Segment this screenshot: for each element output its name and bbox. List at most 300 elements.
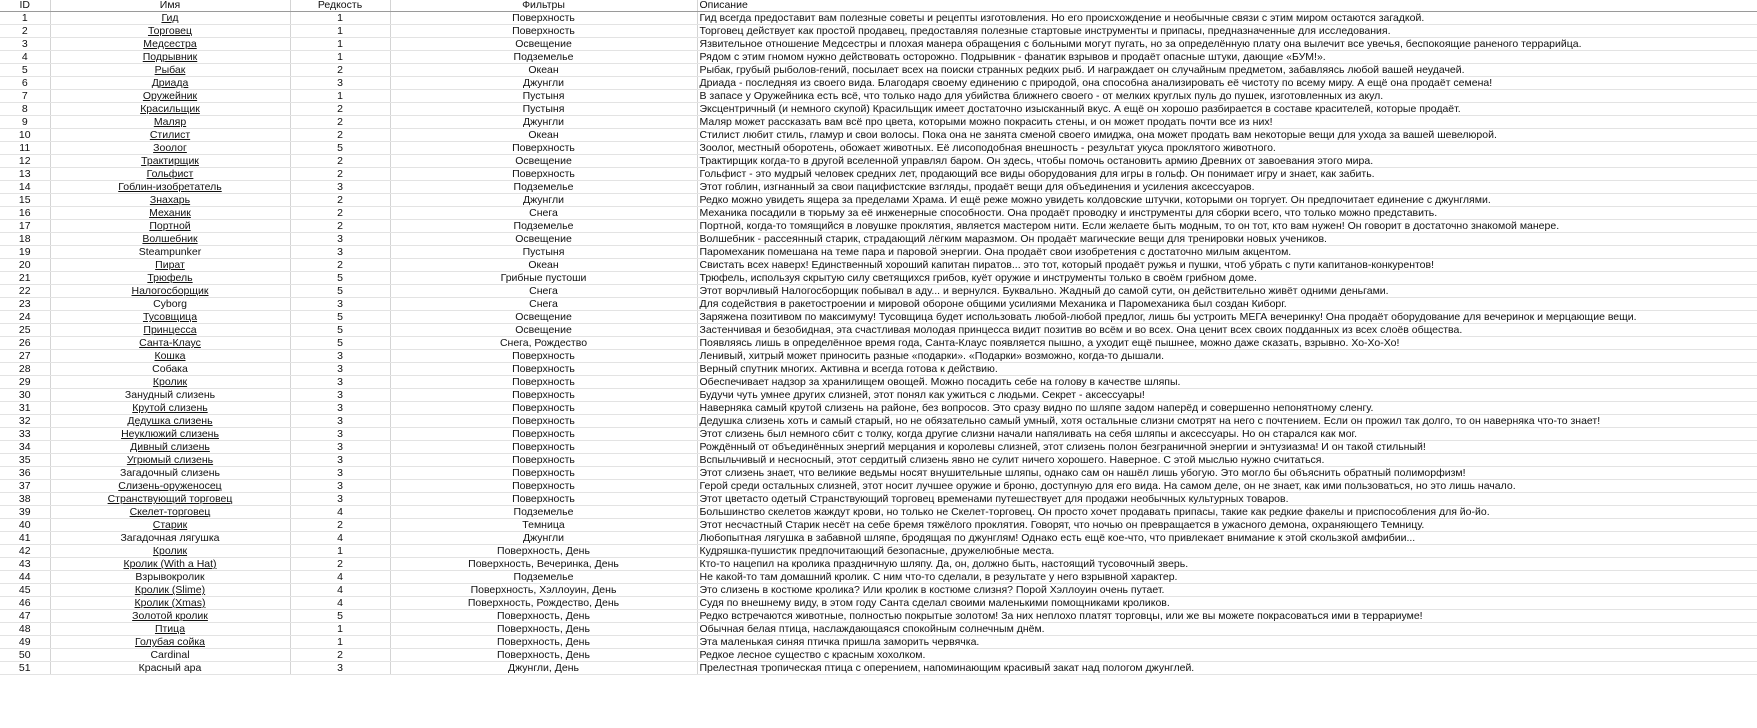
table-row [0,311,1757,324]
name-link[interactable]: Дриада [151,77,189,89]
cell-name [50,337,290,350]
table-row [0,194,1757,207]
table-row [0,220,1757,233]
cell-rarity: 3 [290,389,390,402]
name-link[interactable]: Кролик (Slime) [134,584,206,596]
cell-id: 48 [0,623,50,636]
cell-rarity: 5 [290,272,390,285]
cell-rarity: 3 [290,441,390,454]
table-row [0,142,1757,155]
cell-name [50,259,290,272]
cell-description: Эксцентричный (и немного скупой) Красильщик имеет достаточно изысканный вкус. А ещё он хорошо разбирается в составе красителей, которые продаёт. [697,103,1757,116]
cell-description: Трюфель, используя скрытую силу светящихся грибов, куёт оружие и инструменты только в своём грибном доме. [697,272,1757,285]
table-row [0,636,1757,649]
cell-id: 13 [0,168,50,181]
cell-description: Ленивый, хитрый может приносить разные «подарки». «Подарки» возможно, когда-то дышали. [697,350,1757,363]
cell-filters: Снега [390,207,697,220]
name-link[interactable]: Маляр [153,116,187,128]
cell-filters: Поверхность, Хэллоуин, День [390,584,697,597]
cell-rarity: 4 [290,597,390,610]
name-link[interactable]: Кролик (Xmas) [134,597,206,609]
cell-name [50,38,290,51]
table-row [0,38,1757,51]
cell-name [50,597,290,610]
cell-name [50,90,290,103]
cell-filters: Освещение [390,311,697,324]
cell-filters: Темница [390,519,697,532]
cell-id: 49 [0,636,50,649]
cell-description: Наверняка самый крутой слизень на районе, без вопросов. Это сразу видно по шляпе задом наперёд и совершенно непонятному сленгу. [697,402,1757,415]
cell-rarity: 2 [290,168,390,181]
cell-filters: Снега [390,285,697,298]
cell-description: Этот цветасто одетый Странствующий торговец временами путешествует для продажи необычных культурных товаров. [697,493,1757,506]
cell-description: Механика посадили в тюрьму за её инженерные способности. Она продаёт проводку и инструменты для сборки всего, что только можно представить. [697,207,1757,220]
cell-filters: Подземелье [390,181,697,194]
cell-name [50,51,290,64]
name-link[interactable]: Торговец [147,25,193,37]
cell-id: 15 [0,194,50,207]
name-link[interactable]: Зоолог [153,142,187,154]
table-row [0,649,1757,662]
cell-name [50,220,290,233]
name-link[interactable]: Дивный слизень [130,441,210,453]
cell-rarity: 3 [290,454,390,467]
cell-filters: Пустыня [390,103,697,116]
cell-name [50,77,290,90]
name-link[interactable]: Кошка [154,350,186,362]
cell-name [50,12,290,25]
cell-rarity: 2 [290,103,390,116]
cell-filters: Океан [390,129,697,142]
cell-filters: Поверхность [390,168,697,181]
table-row [0,623,1757,636]
cell-id: 24 [0,311,50,324]
cell-filters: Подземелье [390,220,697,233]
cell-description: Торговец действует как простой продавец, предоставляя полезные стартовые инструменты и припасы, предназначенные для исследования. [697,25,1757,38]
table-row [0,558,1757,571]
cell-filters: Джунгли [390,194,697,207]
cell-filters: Поверхность [390,376,697,389]
cell-description: Большинство скелетов жаждут крови, но только не Скелет-торговец. Он просто хочет продавать припасы, такие как редкие факелы и приспособления для йо-йо. [697,506,1757,519]
name-link[interactable]: Кролик [152,376,188,388]
cell-id: 32 [0,415,50,428]
cell-description: Паромеханик помешана на теме пара и паровой энергии. Она продаёт свои изобретения с достаточно милым акцентом. [697,246,1757,259]
table-row [0,272,1757,285]
cell-description: Портной, когда-то томящийся в ловушке проклятия, является мастером нити. Если желаете быть модным, то он тот, кто вам нужен! Он говорит в достаточно знакомой манере. [697,220,1757,233]
cell-name [50,402,290,415]
cell-filters: Освещение [390,324,697,337]
cell-filters: Поверхность [390,142,697,155]
cell-filters: Поверхность [390,363,697,376]
cell-description: Этот гоблин, изгнанный за свои пацифистские взгляды, продаёт вещи для объединения и усиления аксессуаров. [697,181,1757,194]
table-row [0,324,1757,337]
table-row [0,155,1757,168]
cell-filters: Поверхность, Вечеринка, День [390,558,697,571]
cell-description: Гольфист - это мудрый человек средних лет, продающий все виды оборудования для игры в гольф. Он понимает игру и знает, как забить. [697,168,1757,181]
cell-rarity: 5 [290,142,390,155]
name-link[interactable]: Голубая сойка [134,636,206,648]
name-link[interactable]: Золотой кролик [132,610,208,622]
cell-description: Это слизень в костюме кролика? Или кролик в костюме слизня? Порой Хэллоуин очень путает. [697,584,1757,597]
cell-rarity: 2 [290,207,390,220]
cell-name [50,103,290,116]
table-row [0,519,1757,532]
cell-description: Трактирщик когда-то в другой вселенной управлял баром. Он здесь, чтобы помочь остановить армию Древних от завоевания этого мира. [697,155,1757,168]
table-row [0,441,1757,454]
header-id: ID [0,0,50,12]
table-row [0,168,1757,181]
cell-name [50,64,290,77]
name-link[interactable]: Странствующий торговец [107,493,233,505]
cell-filters: Поверхность [390,25,697,38]
table-row [0,363,1757,376]
cell-rarity: 4 [290,571,390,584]
header-rarity: Редкость [290,0,390,12]
cell-name [50,168,290,181]
name-link[interactable]: Знахарь [149,194,191,206]
cell-description: Обычная белая птица, наслаждающаяся спокойным солнечным днём. [697,623,1757,636]
cell-description: Кто-то нацепил на кролика праздничную шляпу. Да, он, должно быть, настоящий тусовочный зверь. [697,558,1757,571]
cell-name: Загадочный слизень [50,467,290,480]
cell-name: Взрывокролик [50,571,290,584]
cell-filters: Освещение [390,38,697,51]
cell-description: Любопытная лягушка в забавной шляпе, бродящая по джунглям! Однако есть ещё кое-что, что привлекает внимание к этой скользкой амфибии... [697,532,1757,545]
cell-id: 50 [0,649,50,662]
cell-rarity: 5 [290,311,390,324]
table-row [0,298,1757,311]
cell-description: Не какой-то там домашний кролик. С ним что-то сделали, в результате у него взрывной характер. [697,571,1757,584]
header-row [0,0,1757,12]
cell-description: Будучи чуть умнее других слизней, этот понял как ужиться с людьми. Секрет - аксессуары! [697,389,1757,402]
header-description: Описание [697,0,1757,12]
cell-name [50,506,290,519]
cell-id: 10 [0,129,50,142]
table-row [0,64,1757,77]
name-link[interactable]: Кролик (With a Hat) [123,558,217,570]
cell-name [50,584,290,597]
table-row [0,116,1757,129]
cell-description: Свистать всех наверх! Единственный хороший капитан пиратов... это тот, который продаёт ружья и пушки, чтоб убрать с пути капитанов-конкурентов! [697,259,1757,272]
table-body [0,12,1757,675]
table-row [0,571,1757,584]
cell-rarity: 5 [290,285,390,298]
cell-description: Редкое лесное существо с красным хохолком. [697,649,1757,662]
name-link[interactable]: Принцесса [143,324,197,336]
cell-id: 34 [0,441,50,454]
cell-rarity: 3 [290,493,390,506]
cell-name [50,493,290,506]
cell-id: 29 [0,376,50,389]
cell-filters: Поверхность, Рождество, День [390,597,697,610]
cell-description: Дриада - последняя из своего вида. Благодаря своему единению с природой, она способна анализировать её чистоту по всему миру. А ещё она продаёт семена! [697,77,1757,90]
name-link[interactable]: Трактирщик [141,155,199,167]
cell-name: Собака [50,363,290,376]
cell-id: 41 [0,532,50,545]
table-row [0,506,1757,519]
header-filters: Фильтры [390,0,697,12]
name-link[interactable]: Налогосборщик [131,285,209,297]
cell-rarity: 4 [290,532,390,545]
cell-name [50,415,290,428]
table-row [0,337,1757,350]
name-link[interactable]: Санта-Клаус [139,337,201,349]
cell-name: Cardinal [50,649,290,662]
name-link[interactable]: Старик [152,519,188,531]
cell-name [50,285,290,298]
cell-name [50,194,290,207]
table-row [0,545,1757,558]
cell-filters: Поверхность, День [390,623,697,636]
cell-filters: Поверхность [390,441,697,454]
cell-name [50,207,290,220]
cell-filters: Поверхность [390,12,697,25]
cell-description: Этот слизень знает, что великие ведьмы носят внушительные шляпы, однако сам он нашёл лишь убогую. Это могло бы объяснить обратный полиморфизм! [697,467,1757,480]
cell-filters: Поверхность [390,493,697,506]
cell-id: 36 [0,467,50,480]
table-row [0,389,1757,402]
cell-description: Маляр может рассказать вам всё про цвета, которыми можно покрасить стены, и он может продать почти все из них! [697,116,1757,129]
cell-filters: Поверхность [390,467,697,480]
cell-id: 44 [0,571,50,584]
cell-rarity: 3 [290,480,390,493]
cell-name [50,428,290,441]
cell-id: 25 [0,324,50,337]
cell-rarity: 3 [290,376,390,389]
cell-id: 18 [0,233,50,246]
table-row [0,51,1757,64]
cell-id: 5 [0,64,50,77]
table-row [0,662,1757,675]
name-link[interactable]: Дедушка слизень [127,415,213,427]
cell-rarity: 1 [290,545,390,558]
cell-name [50,636,290,649]
cell-name [50,480,290,493]
cell-id: 9 [0,116,50,129]
cell-filters: Снега, Рождество [390,337,697,350]
cell-rarity: 3 [290,415,390,428]
cell-id: 38 [0,493,50,506]
cell-id: 31 [0,402,50,415]
cell-filters: Поверхность [390,480,697,493]
cell-id: 6 [0,77,50,90]
cell-name [50,116,290,129]
cell-rarity: 3 [290,77,390,90]
cell-name [50,610,290,623]
name-link[interactable]: Кролик [152,545,188,557]
cell-name [50,142,290,155]
cell-description: В запасе у Оружейника есть всё, что только надо для убийства ближнего своего - от мелких круглых пуль до пушек, изготовленных из акул. [697,90,1757,103]
cell-id: 37 [0,480,50,493]
name-link[interactable]: Механик [149,207,191,219]
cell-id: 33 [0,428,50,441]
cell-id: 14 [0,181,50,194]
cell-name: Занудный слизень [50,389,290,402]
name-link[interactable]: Трюфель [147,272,193,284]
table-row [0,181,1757,194]
name-link[interactable]: Волшебник [142,233,198,245]
name-link[interactable]: Оружейник [142,90,198,102]
cell-id: 20 [0,259,50,272]
name-link[interactable]: Рыбак [154,64,186,76]
cell-id: 39 [0,506,50,519]
cell-filters: Джунгли [390,77,697,90]
cell-description: Этот слизень был немного сбит с толку, когда другие слизни начали напяливать на себя шляпы и аксессуары. Но он старался как мог. [697,428,1757,441]
cell-filters: Джунгли, День [390,662,697,675]
name-link[interactable]: Птица [154,623,186,635]
name-link[interactable]: Портной [149,220,191,232]
cell-filters: Поверхность [390,350,697,363]
cell-id: 12 [0,155,50,168]
table-row [0,12,1757,25]
cell-filters: Джунгли [390,532,697,545]
cell-filters: Пустыня [390,90,697,103]
table-row [0,480,1757,493]
cell-rarity: 1 [290,38,390,51]
table-row [0,428,1757,441]
cell-name [50,376,290,389]
cell-id: 35 [0,454,50,467]
cell-filters: Океан [390,64,697,77]
name-link[interactable]: Гольфист [146,168,194,180]
cell-name: Cyborg [50,298,290,311]
cell-rarity: 2 [290,220,390,233]
cell-description: Вспыльчивый и несносный, этот сердитый слизень явно не сулит ничего хорошего. Наверное. С этой мыслью нужно считаться. [697,454,1757,467]
cell-description: Язвительное отношение Медсестры и плохая манера обращения с больными могут пугать, но за определённую плату она вылечит все увечья, беспокоящие раненого террарийца. [697,38,1757,51]
cell-description: Зоолог, местный оборотень, обожает животных. Её лисоподобная внешность - результат укуса проклятого животного. [697,142,1757,155]
table-row [0,597,1757,610]
cell-name [50,519,290,532]
cell-rarity: 3 [290,662,390,675]
cell-name [50,129,290,142]
name-link[interactable]: Пират [155,259,185,271]
table-row [0,207,1757,220]
cell-description: Герой среди остальных слизней, этот носит лучшее оружие и броню, доступную для его вида. На самом деле, он не знает, как ими пользоваться, но это лишь начало. [697,480,1757,493]
name-link[interactable]: Медсестра [143,38,197,50]
cell-rarity: 2 [290,519,390,532]
cell-rarity: 1 [290,623,390,636]
cell-id: 7 [0,90,50,103]
table-row [0,285,1757,298]
cell-name: Красный ара [50,662,290,675]
cell-description: Заряжена позитивом по максимуму! Тусовщица будет использовать любой-любой предлог, лишь бы устроить МЕГА вечеринку! Она продаёт оборудование для вечеринок и мерцающие вещи. [697,311,1757,324]
cell-id: 27 [0,350,50,363]
cell-rarity: 3 [290,467,390,480]
table-row [0,233,1757,246]
cell-filters: Поверхность, День [390,545,697,558]
cell-filters: Поверхность, День [390,649,697,662]
name-link[interactable]: Крутой слизень [132,402,208,414]
name-link[interactable]: Скелет-торговец [129,506,211,518]
name-link[interactable]: Красильщик [140,103,200,115]
cell-description: Этот несчастный Старик несёт на себе бремя тяжёлого проклятия. Говорят, что ночью он превращается в ужасного демона, охраняющего Темницу. [697,519,1757,532]
header-name: Имя [50,0,290,12]
table-row [0,467,1757,480]
cell-name [50,454,290,467]
cell-id: 2 [0,25,50,38]
cell-rarity: 2 [290,129,390,142]
name-link[interactable]: Подрывник [142,51,198,63]
cell-rarity: 3 [290,363,390,376]
cell-filters: Пустыня [390,246,697,259]
cell-name [50,311,290,324]
cell-id: 3 [0,38,50,51]
cell-id: 16 [0,207,50,220]
cell-description: Застенчивая и безобидная, эта счастливая молодая принцесса видит позитив во всём и во всех. Она ценит всех своих подданных из всех слоёв общества. [697,324,1757,337]
cell-rarity: 5 [290,610,390,623]
cell-name [50,25,290,38]
cell-id: 46 [0,597,50,610]
name-link[interactable]: Тусовщица [142,311,198,323]
table-row [0,402,1757,415]
cell-filters: Поверхность [390,454,697,467]
cell-description: Рядом с этим гномом нужно действовать осторожно. Подрывник - фанатик взрывов и продаёт опасные штуки, дающие «БУМ!». [697,51,1757,64]
name-link[interactable]: Угрюмый слизень [126,454,214,466]
cell-description: Волшебник - рассеянный старик, страдающий лёгким маразмом. Он продаёт магические вещи для тренировки новых учеников. [697,233,1757,246]
name-link[interactable]: Стилист [149,129,191,141]
cell-rarity: 3 [290,246,390,259]
cell-rarity: 5 [290,337,390,350]
cell-description: Эта маленькая синяя птичка пришла заморить червячка. [697,636,1757,649]
cell-rarity: 2 [290,64,390,77]
cell-description: Судя по внешнему виду, в этом году Санта сделал своими маленькими помощниками кроликов. [697,597,1757,610]
cell-rarity: 1 [290,90,390,103]
cell-rarity: 4 [290,584,390,597]
name-link[interactable]: Гоблин-изобретатель [118,181,222,193]
cell-name: Загадочная лягушка [50,532,290,545]
name-link[interactable]: Неуклюжий слизень [121,428,219,440]
cell-rarity: 3 [290,233,390,246]
cell-id: 26 [0,337,50,350]
cell-name [50,233,290,246]
cell-description: Дедушка слизень хоть и самый старый, но не обязательно самый умный, хотя остальные слизни смотрят на него с почтением. Если он прожил так долго, то он наверняка что-то знает! [697,415,1757,428]
cell-name [50,324,290,337]
cell-description: Прелестная тропическая птица с оперением, напоминающим красивый закат над пологом джунглей. [697,662,1757,675]
cell-name [50,272,290,285]
cell-id: 40 [0,519,50,532]
cell-id: 1 [0,12,50,25]
table-row [0,129,1757,142]
cell-rarity: 3 [290,181,390,194]
cell-rarity: 1 [290,636,390,649]
cell-description: Появляясь лишь в определённое время года, Санта-Клаус появляется пышно, а уходит ещё пышнее, можно даже сказать, взрывно. Хо-Хо-Хо! [697,337,1757,350]
cell-filters: Освещение [390,155,697,168]
cell-filters: Освещение [390,233,697,246]
cell-id: 42 [0,545,50,558]
cell-rarity: 3 [290,298,390,311]
cell-filters: Снега [390,298,697,311]
cell-description: Обеспечивает надзор за хранилищем овощей. Можно посадить себе на голову в качестве шляпы. [697,376,1757,389]
cell-id: 30 [0,389,50,402]
cell-rarity: 3 [290,350,390,363]
cell-id: 22 [0,285,50,298]
name-link[interactable]: Гид [161,12,179,24]
cell-rarity: 2 [290,558,390,571]
cell-rarity: 1 [290,25,390,38]
cell-id: 45 [0,584,50,597]
cell-id: 17 [0,220,50,233]
cell-name [50,545,290,558]
cell-name [50,623,290,636]
name-link[interactable]: Слизень-оруженосец [118,480,222,492]
table-row [0,246,1757,259]
cell-rarity: 1 [290,51,390,64]
cell-rarity: 5 [290,324,390,337]
cell-filters: Поверхность, День [390,610,697,623]
cell-rarity: 2 [290,155,390,168]
cell-rarity: 2 [290,649,390,662]
cell-filters: Океан [390,259,697,272]
cell-rarity: 1 [290,12,390,25]
